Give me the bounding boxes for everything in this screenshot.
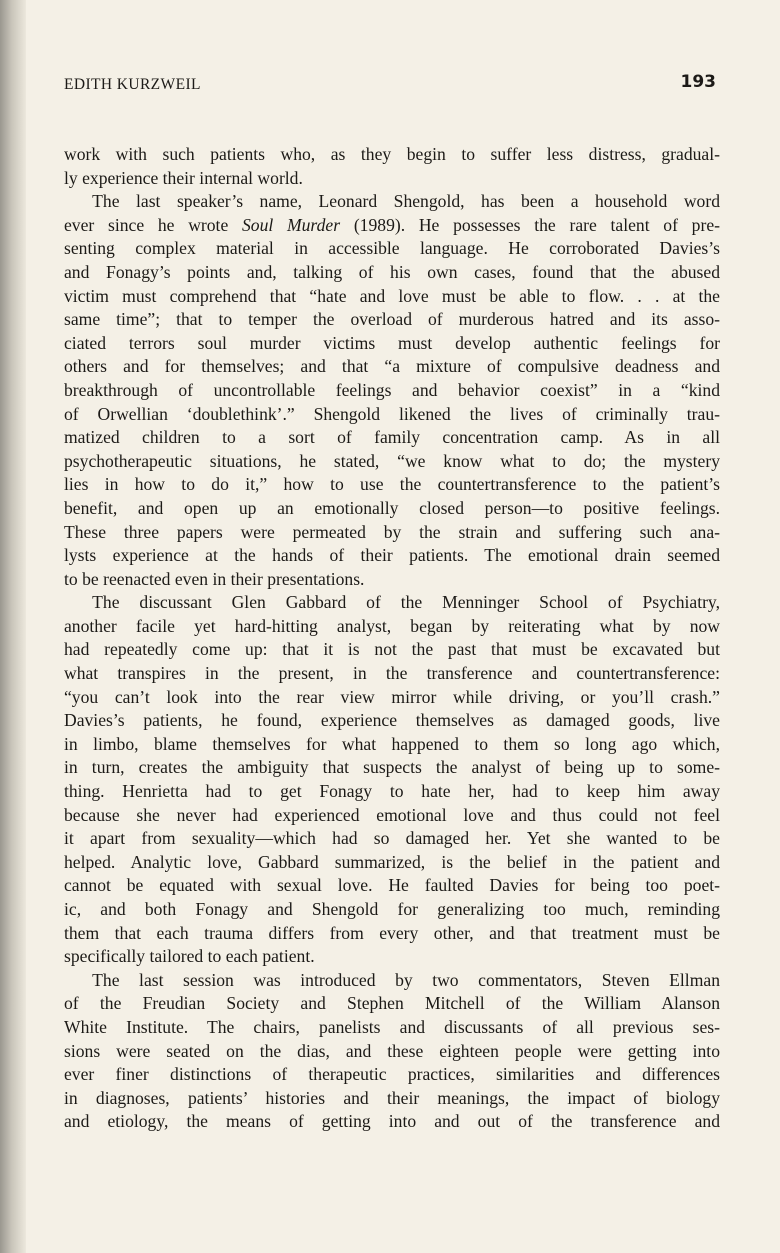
text-line: specifically tailored to each patient. [64, 946, 315, 967]
text-line: in limbo, blame themselves for what happened to them so long ago which, [64, 733, 720, 754]
text-line: them that each trauma differs from every other, and that treatment must be [64, 922, 720, 943]
text-line: victim must comprehend that “hate and love must be able to flow. . . at the [64, 285, 720, 306]
text-line: Davies’s patients, he found, experience themselves as damaged goods, live [64, 710, 720, 731]
text-line: another facile yet hard-hitting analyst, began by reiterating what by now [64, 615, 720, 636]
text-line: These three papers were permeated by the strain and suffering such ana- [64, 521, 720, 542]
text-line: sions were seated on the dias, and these eighteen people were getting into [64, 1040, 720, 1061]
text-line: White Institute. The chairs, panelists and discussants of all previous ses- [64, 1016, 720, 1037]
running-head: EDITH KURZWEIL [64, 76, 201, 93]
book-title: Soul Murder [241, 214, 341, 235]
text-line: because she never had experienced emotional love and thus could not feel [64, 804, 720, 825]
text-line: it apart from sexuality—which had so damaged her. Yet she wanted to be [64, 828, 720, 849]
text-line: of Orwellian ‘doublethink’.” Shengold likened the lives of criminally trau- [64, 403, 720, 424]
text-line: benefit, and open up an emotionally closed person—to positive feelings. [64, 497, 720, 518]
text-line: ly experience their internal world. [64, 167, 303, 188]
text-line: and Fonagy’s points and, talking of his own cases, found that the abused [64, 261, 720, 282]
text-line: lies in how to do it,” how to use the countertransference to the patient’s [64, 474, 720, 495]
text-line: same time”; that to temper the overload of murderous hatred and its asso- [64, 309, 720, 330]
text-line: thing. Henrietta had to get Fonagy to hate her, had to keep him away [64, 781, 720, 802]
body-text [64, 143, 720, 1134]
page-header [64, 70, 720, 100]
page-number: 193 [680, 72, 716, 92]
text-line: ic, and both Fonagy and Shengold for generalizing too much, reminding [64, 899, 720, 919]
text-line: breakthrough of uncontrollable feelings and behavior coexist” in a “kind [64, 379, 720, 400]
text-line: lysts experience at the hands of their patients. The emotional drain seemed [64, 545, 720, 566]
text-line: cannot be equated with sexual love. He faulted Davies for being too poet- [64, 875, 720, 896]
text-line: “you can’t look into the rear view mirror while driving, or you’ll crash.” [64, 686, 720, 707]
text-line: The discussant Glen Gabbard of the Menninger School of Psychiatry, [92, 592, 720, 613]
text-line: and etiology, the means of getting into and out of the transference and [64, 1111, 720, 1132]
text-line: of the Freudian Society and Stephen Mitchell of the William Alanson [64, 993, 720, 1014]
text-line: matized children to a sort of family concentration camp. As in all [64, 427, 720, 448]
text-line: ciated terrors soul murder victims must develop authentic feelings for [64, 332, 720, 353]
text-line: to be reenacted even in their presentations. [64, 568, 365, 589]
page-gutter-shadow [0, 0, 26, 1253]
text-line: others and for themselves; and that “a mixture of compulsive deadness and [64, 356, 720, 377]
text-line: helped. Analytic love, Gabbard summarized, is the belief in the patient and [64, 851, 720, 872]
text-line: had repeatedly come up: that it is not the past that must be excavated but [64, 639, 720, 660]
text-line: in turn, creates the ambiguity that suspects the analyst of being up to some- [64, 757, 720, 778]
text-line: psychotherapeutic situations, he stated, “we know what to do; the mystery [64, 450, 720, 471]
text-line: ever finer distinctions of therapeutic practices, similarities and differences [64, 1064, 720, 1085]
text-line: work with such patients who, as they begin to suffer less distress, gradual- [64, 144, 720, 164]
text-line: ever since he wrote Soul Murder (1989). He possesses the rare talent of pre- [64, 214, 721, 235]
text-line: senting complex material in accessible language. He corroborated Davies’s [64, 238, 720, 259]
text-line: The last session was introduced by two commentators, Steven Ellman [92, 969, 720, 990]
text-line: The last speaker’s name, Leonard Shengold, has been a household word [92, 191, 720, 212]
book-page [64, 0, 720, 1253]
text-line: what transpires in the present, in the transference and countertransference: [64, 663, 720, 684]
text-line: in diagnoses, patients’ histories and their meanings, the impact of biology [64, 1087, 720, 1108]
